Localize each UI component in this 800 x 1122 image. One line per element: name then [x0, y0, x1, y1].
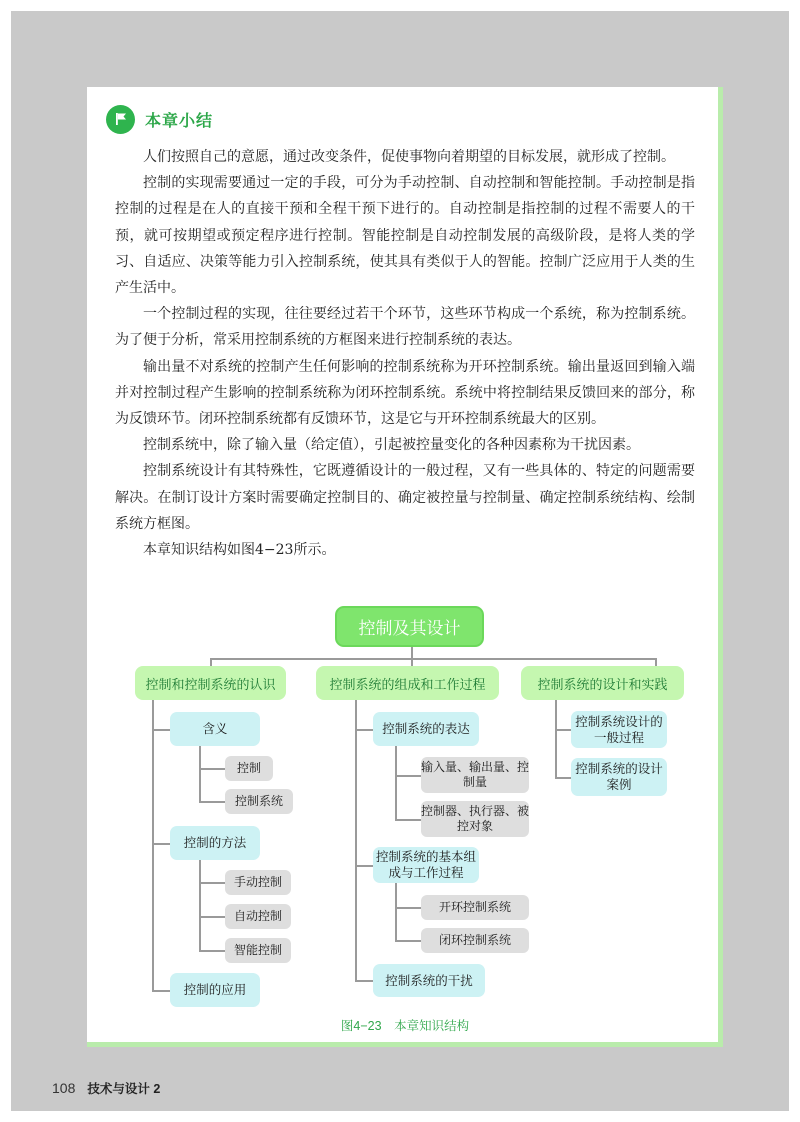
connector	[395, 746, 397, 819]
branch-node: 控制和控制系统的认识	[135, 666, 286, 700]
connector	[555, 729, 571, 731]
page-footer	[52, 1079, 160, 1097]
topic-node: 控制系统的设计案例	[571, 758, 667, 796]
topic-node: 控制的方法	[170, 826, 260, 860]
detail-node: 开环控制系统	[421, 895, 529, 920]
paragraph: 一个控制过程的实现，往往要经过若干个环节，这些环节构成一个系统，称为控制系统。为了便于分析，常采用控制系统的方框图来进行控制系统的表达。	[115, 306, 695, 349]
detail-node: 控制	[225, 756, 273, 781]
topic-node: 控制系统的基本组成与工作过程	[373, 847, 479, 883]
detail-node: 控制器、执行器、被控对象	[421, 801, 529, 837]
connector	[199, 746, 201, 801]
connector	[199, 882, 225, 884]
paragraph: 输出量不对系统的控制产生任何影响的控制系统称为开环控制系统。输出量返回到输入端并对控制过程产生影响的控制系统称为闭环控制系统。系统中将控制结果反馈回来的部分，称为反馈环节。闭环控制系统都有反馈环节，这是它与开环控制系统最大的区别。	[115, 358, 695, 428]
topic-node: 控制的应用	[170, 973, 260, 1007]
connector	[199, 860, 201, 950]
detail-node: 控制系统	[225, 789, 293, 814]
connector	[411, 647, 413, 659]
paragraph: 本章知识结构如图4−23所示。	[143, 542, 336, 559]
section-title: 本章小结	[145, 110, 214, 130]
branch-node: 控制系统的设计和实践	[521, 666, 684, 700]
connector	[555, 777, 571, 779]
connector	[210, 658, 212, 666]
connector	[555, 700, 557, 777]
connector	[395, 775, 421, 777]
book-title: 技术与设计 2	[87, 1082, 161, 1096]
connector	[210, 658, 656, 660]
connector	[395, 883, 397, 940]
root-node: 控制及其设计	[335, 606, 484, 647]
connector	[152, 990, 170, 992]
detail-node: 输入量、输出量、控制量	[421, 757, 529, 793]
connector	[199, 801, 225, 803]
topic-node: 含义	[170, 712, 260, 746]
connector	[152, 729, 170, 731]
figure-caption: 图4−23 本章知识结构	[340, 1019, 470, 1033]
page-number: 108	[52, 1080, 76, 1096]
connector	[395, 819, 421, 821]
connector	[199, 768, 225, 770]
page-background	[11, 11, 789, 1111]
flag-icon	[106, 105, 135, 134]
connector	[355, 700, 357, 980]
detail-node: 闭环控制系统	[421, 928, 529, 953]
topic-node: 控制系统设计的一般过程	[571, 711, 667, 748]
section-header	[106, 103, 213, 135]
connector	[411, 658, 413, 666]
paragraph: 控制系统设计有其特殊性，它既遵循设计的一般过程，又有一些具体的、特定的问题需要解决。在制订设计方案时需要确定控制目的、确定被控量与控制量、确定控制系统结构、绘制系统方框图。	[115, 463, 695, 532]
connector	[395, 907, 421, 909]
connector	[152, 843, 170, 845]
detail-node: 自动控制	[225, 904, 291, 929]
paragraph: 控制的实现需要通过一定的手段，可分为手动控制、自动控制和智能控制。手动控制是指控制的过程是在人的直接干预和全程干预下进行的。自动控制是指控制的过程不需要人的干预，就可按期望或预定程序进行控制。智能控制是自动控制发展的高级阶段，是将人类的学习、自适应、决策等能力引入控制系统，使其具有类似于人的智能。控制广泛应用于人类的生产生活中。	[115, 175, 695, 297]
topic-node: 控制系统的干扰	[373, 964, 485, 997]
connector	[152, 700, 154, 991]
summary-text	[115, 144, 695, 563]
detail-node: 手动控制	[225, 870, 291, 895]
detail-node: 智能控制	[225, 938, 291, 963]
connector	[355, 729, 373, 731]
connector	[355, 865, 373, 867]
paragraph: 控制系统中，除了输入量（给定值），引起被控量变化的各种因素称为干扰因素。	[143, 437, 640, 454]
paragraph: 人们按照自己的意愿，通过改变条件，促使事物向着期望的目标发展，就形成了控制。	[143, 149, 675, 165]
connector	[199, 950, 225, 952]
connector	[199, 916, 225, 918]
chapter-summary-panel	[87, 87, 723, 1047]
branch-node: 控制系统的组成和工作过程	[316, 666, 499, 700]
connector	[355, 980, 373, 982]
topic-node: 控制系统的表达	[373, 712, 479, 746]
connector	[655, 658, 657, 666]
connector	[395, 940, 421, 942]
